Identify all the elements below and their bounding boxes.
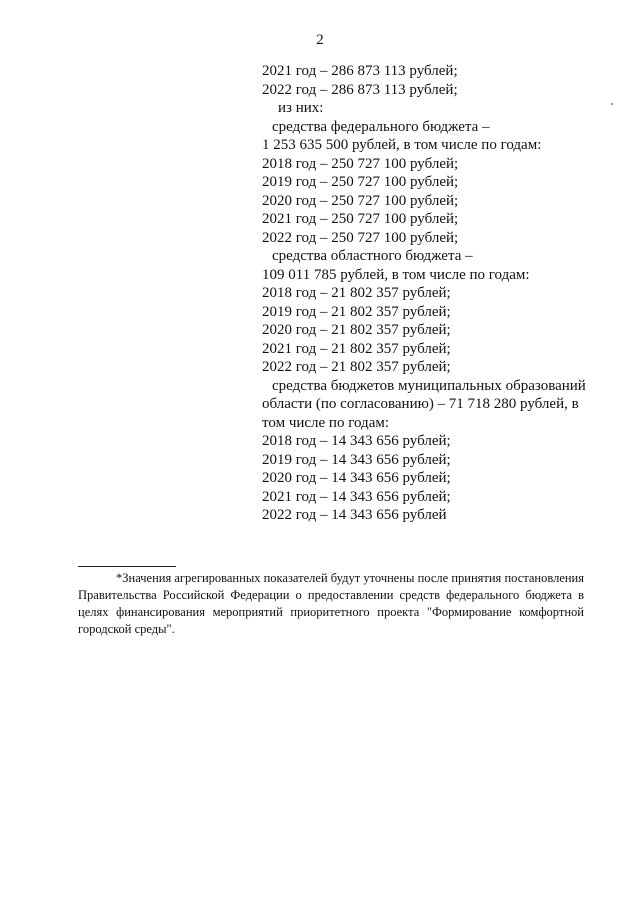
body-line: 2020 год – 250 727 100 рублей; <box>262 192 459 209</box>
body-block <box>262 62 592 525</box>
body-line: 2022 год – 14 343 656 рублей <box>262 507 447 523</box>
body-line: 2019 год – 14 343 656 рублей; <box>262 451 451 468</box>
body-line: 2019 год – 250 727 100 рублей; <box>262 174 459 190</box>
body-line: 2018 год – 14 343 656 рублей; <box>262 433 451 449</box>
body-line: области (по согласованию) – 71 718 280 рублей, в <box>262 396 579 412</box>
body-line: том числе по годам: <box>262 414 390 431</box>
page-number: 2 <box>316 32 324 48</box>
body-line: 109 011 785 рублей, в том числе по годам: <box>262 266 530 283</box>
body-line: 1 253 635 500 рублей, в том числе по годам: <box>262 137 542 153</box>
body-line: 2021 год – 14 343 656 рублей; <box>262 488 451 505</box>
body-line: 2022 год – 286 873 113 рублей; <box>262 81 458 98</box>
body-line: 2018 год – 21 802 357 рублей; <box>262 285 451 301</box>
body-line: 2020 год – 14 343 656 рублей; <box>262 470 451 486</box>
body-line: 2020 год – 21 802 357 рублей; <box>262 322 451 338</box>
scan-speck <box>611 103 613 105</box>
footnote-rule <box>78 566 176 567</box>
body-line: 2022 год – 250 727 100 рублей; <box>262 229 459 246</box>
body-line: 2018 год – 250 727 100 рублей; <box>262 155 459 172</box>
body-line: 2019 год – 21 802 357 рублей; <box>262 303 451 320</box>
body-line: средства областного бюджета – <box>272 248 473 264</box>
body-line: средства бюджетов муниципальных образований <box>272 377 586 394</box>
body-line: средства федерального бюджета – <box>272 118 490 135</box>
body-line: из них: <box>278 100 324 116</box>
body-line: 2021 год – 286 873 113 рублей; <box>262 63 458 79</box>
footnote-text: *Значения агрегированных показателей будут уточнены после принятия постановления Правительства Российской Федерации о предоставлении средств федерального бюджета в целях финансирования мероприятий приоритетного проекта "Формирование комфортной городской среды". <box>78 571 584 636</box>
body-line: 2021 год – 250 727 100 рублей; <box>262 211 459 227</box>
body-line: 2021 год – 21 802 357 рублей; <box>262 340 451 357</box>
body-line: 2022 год – 21 802 357 рублей; <box>262 359 451 375</box>
